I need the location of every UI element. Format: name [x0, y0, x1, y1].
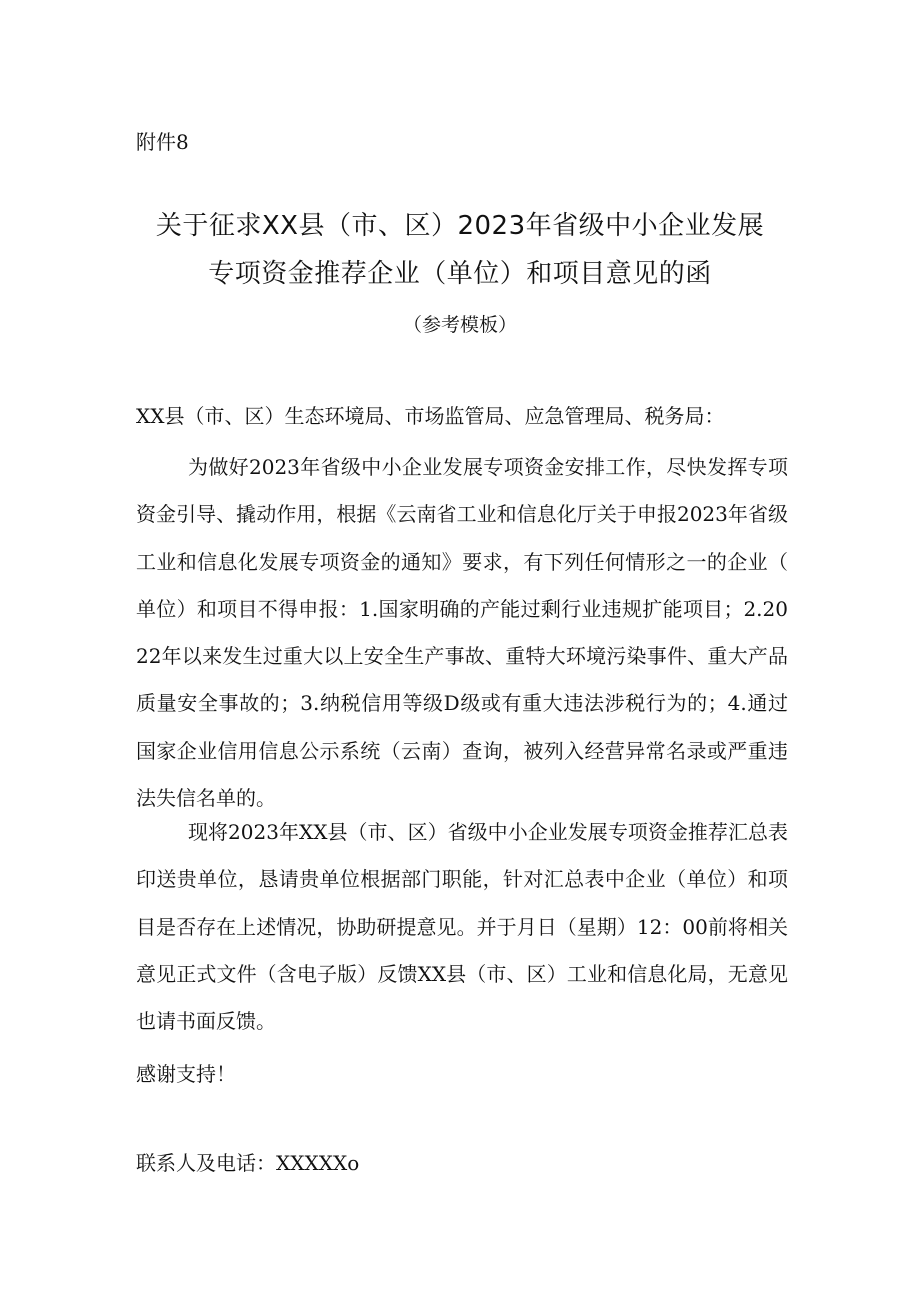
subtitle: （参考模板） — [402, 314, 517, 336]
title-line-2: 专项资金推荐企业（单位）和项目意见的函 — [208, 259, 712, 289]
paragraph-1: 为做好2023年省级中小企业发展专项资金安排工作，尽快发挥专项资金引导、撬动作用，根据《云南省工业和信息化厅关于申报2023年省级工业和信息化发展专项资金的通知》要求，有下列任何情形之一的企业（单位）和项目不得申报：1.国家明确的产能过剩行业违规扩能项目；2.2022年以来发生过重大以上安全生产事故、重特大环境污染事件、重大产品质量安全事故的；3.纳税信用等级D级或有重大违法涉税行为的；4.通过国家企业信用信息公示系统（云南）查询，被列入经营异常名录或严重违法失信名单的。 — [136, 455, 788, 811]
thanks-line: 感谢支持！ — [136, 1062, 236, 1086]
attachment-label: 附件8 — [136, 130, 189, 154]
paragraph-2: 现将2023年XX县（市、区）省级中小企业发展专项资金推荐汇总表印送贵单位，恳请贵单位根据部门职能，针对汇总表中企业（单位）和项目是否存在上述情况，协助研提意见。并于月日（星期）12：00前将相关意见正式文件（含电子版）反馈XX县（市、区）工业和信息化局，无意见也请书面反馈。 — [136, 820, 788, 1034]
contact-line: 联系人及电话：XXXXXo — [136, 1151, 360, 1175]
salutation: XX县（市、区）生态环境局、市场监管局、应急管理局、税务局： — [136, 404, 725, 428]
title-line-1: 关于征求XX县（市、区）2023年省级中小企业发展 — [155, 211, 765, 241]
